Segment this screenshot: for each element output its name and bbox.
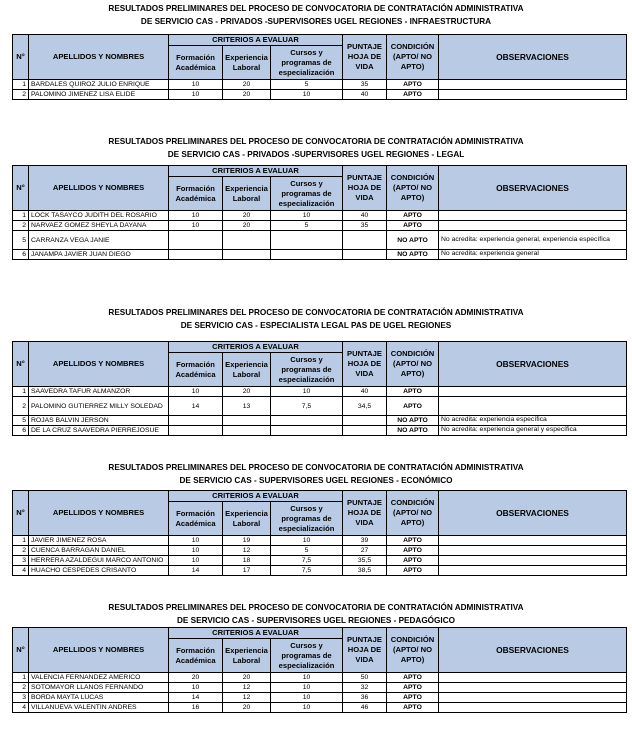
score-total: 46	[343, 703, 387, 713]
score-formacion: 10	[169, 387, 223, 397]
section-title-line-2: DE SERVICIO CAS - ESPECIALISTA LEGAL PAS DE UGEL REGIONES	[180, 321, 452, 330]
header-line: Experiencia	[225, 183, 268, 193]
observation-cell	[439, 221, 627, 231]
header-formacion	[169, 177, 223, 211]
score-formacion: 14	[169, 397, 223, 416]
header-formacion	[169, 353, 223, 387]
applicant-name: VILLANUEVA VALENTIN ANDRES	[29, 703, 169, 713]
score-experiencia: 20	[223, 221, 271, 231]
row-number: 6	[13, 250, 29, 260]
score-total	[343, 426, 387, 436]
header-number: N°	[13, 342, 29, 387]
section-title	[0, 306, 632, 332]
header-line: CONDICIÓN	[390, 498, 435, 507]
table-row	[13, 703, 627, 713]
results-table	[12, 34, 627, 100]
score-cursos: 5	[271, 80, 343, 90]
applicant-name: ROJAS BALVIN JERSON	[29, 416, 169, 426]
header-experiencia	[223, 502, 271, 536]
header-criteria: CRITERIOS A EVALUAR	[169, 342, 343, 353]
section-title-line-1: RESULTADOS PRELIMINARES DEL PROCESO DE CONVOCATORIA DE CONTRATACIÓN ADMINISTRATIVA	[108, 4, 524, 13]
score-cursos: 7,5	[271, 397, 343, 416]
score-experiencia	[223, 231, 271, 250]
header-line: Laboral	[232, 62, 261, 72]
condition-cell: APTO	[387, 211, 439, 221]
row-number: 1	[13, 536, 29, 546]
row-number: 3	[13, 556, 29, 566]
header-line: especialización	[278, 67, 335, 77]
score-cursos: 10	[271, 693, 343, 703]
score-formacion: 20	[169, 673, 223, 683]
score-cursos	[271, 426, 343, 436]
header-cursos	[271, 353, 343, 387]
score-total: 35	[343, 80, 387, 90]
header-criteria: CRITERIOS A EVALUAR	[169, 166, 343, 177]
condition-cell: NO APTO	[387, 231, 439, 250]
condition-cell: NO APTO	[387, 426, 439, 436]
condition-cell: APTO	[387, 546, 439, 556]
table-row	[13, 90, 627, 100]
score-cursos: 10	[271, 387, 343, 397]
row-number: 1	[13, 211, 29, 221]
header-line: Experiencia	[225, 52, 268, 62]
header-line: (APTO/ NO	[392, 52, 433, 61]
header-line: programas de	[281, 650, 332, 660]
header-line: Formación	[176, 645, 215, 655]
score-formacion: 10	[169, 683, 223, 693]
header-line: VIDA	[355, 193, 374, 202]
observation-cell	[439, 397, 627, 416]
header-line: CONDICIÓN	[390, 349, 435, 358]
header-line: PUNTAJE	[347, 42, 382, 51]
applicant-name: JANAMPA JAVIER JUAN DIEGO	[29, 250, 169, 260]
header-condition	[387, 628, 439, 673]
applicant-name: PALOMINO JIMENEZ LISA ELIDE	[29, 90, 169, 100]
header-line: Cursos y	[290, 178, 323, 188]
applicant-name: SAAVEDRA TAFUR ALMANZOR	[29, 387, 169, 397]
header-names: APELLIDOS Y NOMBRES	[29, 491, 169, 536]
header-names: APELLIDOS Y NOMBRES	[29, 628, 169, 673]
score-cursos: 10	[271, 211, 343, 221]
header-line: Cursos y	[290, 503, 323, 513]
header-line: Laboral	[232, 518, 261, 528]
header-names: APELLIDOS Y NOMBRES	[29, 342, 169, 387]
condition-cell: APTO	[387, 536, 439, 546]
row-number: 1	[13, 80, 29, 90]
condition-cell: APTO	[387, 90, 439, 100]
header-line: VIDA	[355, 62, 374, 71]
score-experiencia: 20	[223, 387, 271, 397]
score-cursos	[271, 250, 343, 260]
score-experiencia: 20	[223, 703, 271, 713]
score-cursos	[271, 416, 343, 426]
table-row	[13, 426, 627, 436]
score-experiencia: 17	[223, 566, 271, 576]
header-line: Cursos y	[290, 47, 323, 57]
header-observations: OBSERVACIONES	[439, 35, 627, 80]
score-total: 38,5	[343, 566, 387, 576]
observation-cell	[439, 556, 627, 566]
condition-cell: APTO	[387, 566, 439, 576]
header-names: APELLIDOS Y NOMBRES	[29, 35, 169, 80]
score-total: 35	[343, 221, 387, 231]
section-title	[0, 601, 632, 627]
score-experiencia: 20	[223, 211, 271, 221]
applicant-name: NARVAEZ GOMEZ SHEYLA DAYANA	[29, 221, 169, 231]
score-experiencia: 12	[223, 693, 271, 703]
applicant-name: SOTOMAYOR LLANOS FERNANDO	[29, 683, 169, 693]
table-row	[13, 387, 627, 397]
row-number: 2	[13, 221, 29, 231]
score-formacion	[169, 250, 223, 260]
header-line: especialización	[278, 523, 335, 533]
results-table	[12, 627, 627, 713]
header-line: Académica	[175, 193, 216, 203]
score-total: 27	[343, 546, 387, 556]
score-total: 40	[343, 90, 387, 100]
table-row	[13, 250, 627, 260]
condition-cell: APTO	[387, 556, 439, 566]
observation-cell	[439, 673, 627, 683]
header-line: HOJA DE	[347, 359, 382, 368]
header-condition	[387, 166, 439, 211]
score-experiencia: 12	[223, 546, 271, 556]
score-experiencia	[223, 416, 271, 426]
header-line: VIDA	[355, 369, 374, 378]
score-formacion: 10	[169, 556, 223, 566]
header-line: Laboral	[232, 369, 261, 379]
table-row	[13, 673, 627, 683]
header-line: programas de	[281, 364, 332, 374]
section-title-line-2: DE SERVICIO CAS - SUPERVISORES UGEL REGIONES - ECONÓMICO	[179, 476, 453, 485]
score-formacion	[169, 416, 223, 426]
table-row	[13, 693, 627, 703]
header-line: (APTO/ NO	[392, 359, 433, 368]
table-row	[13, 211, 627, 221]
header-number: N°	[13, 628, 29, 673]
applicant-name: HUACHO CESPEDES CRISANTO	[29, 566, 169, 576]
score-experiencia	[223, 426, 271, 436]
score-experiencia: 18	[223, 556, 271, 566]
header-line: Formación	[176, 183, 215, 193]
applicant-name: PALOMINO GUTIERREZ MILLY SOLEDAD	[29, 397, 169, 416]
applicant-name: DE LA CRUZ SAAVEDRA PIERREJOSUE	[29, 426, 169, 436]
score-cursos: 10	[271, 90, 343, 100]
score-formacion: 14	[169, 566, 223, 576]
header-line: HOJA DE	[347, 508, 382, 517]
header-line: Experiencia	[225, 508, 268, 518]
header-line: programas de	[281, 188, 332, 198]
condition-cell: APTO	[387, 683, 439, 693]
header-line: Académica	[175, 62, 216, 72]
header-score	[343, 342, 387, 387]
observation-cell	[439, 90, 627, 100]
condition-cell: APTO	[387, 693, 439, 703]
score-formacion: 16	[169, 703, 223, 713]
section-title-line-1: RESULTADOS PRELIMINARES DEL PROCESO DE CONVOCATORIA DE CONTRATACIÓN ADMINISTRATIVA	[108, 308, 524, 317]
score-total: 40	[343, 211, 387, 221]
header-cursos	[271, 46, 343, 80]
observation-cell: No acredita: experiencia general y específica	[439, 426, 627, 436]
header-formacion	[169, 46, 223, 80]
header-experiencia	[223, 639, 271, 673]
section-title-line-1: RESULTADOS PRELIMINARES DEL PROCESO DE CONVOCATORIA DE CONTRATACIÓN ADMINISTRATIVA	[108, 603, 524, 612]
header-line: VIDA	[355, 655, 374, 664]
header-line: (APTO/ NO	[392, 183, 433, 192]
condition-cell: APTO	[387, 397, 439, 416]
header-line: PUNTAJE	[347, 498, 382, 507]
row-number: 5	[13, 231, 29, 250]
header-criteria: CRITERIOS A EVALUAR	[169, 35, 343, 46]
header-number: N°	[13, 166, 29, 211]
score-experiencia: 19	[223, 536, 271, 546]
header-line: VIDA	[355, 518, 374, 527]
header-cursos	[271, 639, 343, 673]
header-criteria: CRITERIOS A EVALUAR	[169, 628, 343, 639]
header-experiencia	[223, 177, 271, 211]
header-line: APTO)	[400, 518, 425, 527]
table-row	[13, 80, 627, 90]
header-criteria: CRITERIOS A EVALUAR	[169, 491, 343, 502]
header-line: HOJA DE	[347, 183, 382, 192]
score-total: 32	[343, 683, 387, 693]
header-line: especialización	[278, 198, 335, 208]
score-experiencia: 20	[223, 90, 271, 100]
score-total: 39	[343, 536, 387, 546]
section-title-line-2: DE SERVICIO CAS - PRIVADOS -SUPERVISORES UGEL REGIONES - INFRAESTRUCTURA	[140, 17, 492, 26]
condition-cell: APTO	[387, 703, 439, 713]
row-number: 2	[13, 397, 29, 416]
condition-cell: APTO	[387, 80, 439, 90]
results-table	[12, 490, 627, 576]
header-condition	[387, 35, 439, 80]
header-line: HOJA DE	[347, 52, 382, 61]
score-formacion	[169, 231, 223, 250]
score-total: 36	[343, 693, 387, 703]
table-row	[13, 221, 627, 231]
score-formacion: 10	[169, 546, 223, 556]
score-total: 35,5	[343, 556, 387, 566]
header-line: APTO)	[400, 193, 425, 202]
header-condition	[387, 491, 439, 536]
observation-cell	[439, 546, 627, 556]
header-line: Experiencia	[225, 359, 268, 369]
header-score	[343, 35, 387, 80]
score-cursos	[271, 231, 343, 250]
section-title	[0, 2, 632, 28]
header-condition	[387, 342, 439, 387]
header-cursos	[271, 177, 343, 211]
header-line: Formación	[176, 508, 215, 518]
header-observations: OBSERVACIONES	[439, 166, 627, 211]
observation-cell: No acredita: experiencia específica	[439, 416, 627, 426]
score-total	[343, 231, 387, 250]
applicant-name: VALENCIA FERNANDEZ AMERICO	[29, 673, 169, 683]
observation-cell	[439, 211, 627, 221]
observation-cell	[439, 683, 627, 693]
applicant-name: BARDALES QUIROZ JULIO ENRIQUE	[29, 80, 169, 90]
condition-cell: APTO	[387, 221, 439, 231]
header-line: Formación	[176, 52, 215, 62]
score-experiencia: 12	[223, 683, 271, 693]
condition-cell: NO APTO	[387, 250, 439, 260]
score-total	[343, 416, 387, 426]
header-line: especialización	[278, 660, 335, 670]
header-line: Laboral	[232, 193, 261, 203]
row-number: 4	[13, 703, 29, 713]
header-line: Académica	[175, 369, 216, 379]
observation-cell	[439, 703, 627, 713]
row-number: 2	[13, 683, 29, 693]
header-line: CONDICIÓN	[390, 42, 435, 51]
table-row	[13, 231, 627, 250]
score-cursos: 10	[271, 673, 343, 683]
header-line: PUNTAJE	[347, 173, 382, 182]
applicant-name: CARRANZA VEGA JANIE	[29, 231, 169, 250]
header-line: especialización	[278, 374, 335, 384]
header-score	[343, 628, 387, 673]
score-cursos: 10	[271, 683, 343, 693]
score-total: 40	[343, 387, 387, 397]
table-row	[13, 416, 627, 426]
applicant-name: BORDA MAYTA LUCAS	[29, 693, 169, 703]
header-line: APTO)	[400, 655, 425, 664]
score-total	[343, 250, 387, 260]
header-line: Cursos y	[290, 354, 323, 364]
applicant-name: CUENCA BARRAGAN DANIEL	[29, 546, 169, 556]
score-experiencia: 13	[223, 397, 271, 416]
applicant-name: LOCK TASAYCO JUDITH DEL ROSARIO	[29, 211, 169, 221]
results-table	[12, 341, 627, 436]
section-title-line-1: RESULTADOS PRELIMINARES DEL PROCESO DE CONVOCATORIA DE CONTRATACIÓN ADMINISTRATIVA	[108, 463, 524, 472]
header-line: APTO)	[400, 62, 425, 71]
observation-cell: No acredita: experiencia general	[439, 250, 627, 260]
score-formacion	[169, 426, 223, 436]
header-score	[343, 166, 387, 211]
row-number: 2	[13, 90, 29, 100]
header-line: (APTO/ NO	[392, 508, 433, 517]
section-title-line-2: DE SERVICIO CAS - SUPERVISORES UGEL REGIONES - PEDAGÓGICO	[177, 616, 455, 625]
observation-cell	[439, 387, 627, 397]
observation-cell	[439, 536, 627, 546]
condition-cell: APTO	[387, 673, 439, 683]
row-number: 4	[13, 566, 29, 576]
header-line: (APTO/ NO	[392, 645, 433, 654]
score-formacion: 10	[169, 536, 223, 546]
score-cursos: 5	[271, 221, 343, 231]
section-title-line-1: RESULTADOS PRELIMINARES DEL PROCESO DE CONVOCATORIA DE CONTRATACIÓN ADMINISTRATIVA	[108, 137, 524, 146]
header-line: PUNTAJE	[347, 635, 382, 644]
header-line: APTO)	[400, 369, 425, 378]
table-row	[13, 556, 627, 566]
observation-cell	[439, 80, 627, 90]
score-experiencia: 20	[223, 80, 271, 90]
observation-cell: No acredita: experiencia general, experiencia específica	[439, 231, 627, 250]
score-cursos: 5	[271, 546, 343, 556]
score-formacion: 10	[169, 80, 223, 90]
condition-cell: APTO	[387, 387, 439, 397]
results-table	[12, 165, 627, 260]
section-title	[0, 461, 632, 487]
applicant-name: JAVIER JIMENEZ ROSA	[29, 536, 169, 546]
header-formacion	[169, 639, 223, 673]
score-cursos: 10	[271, 703, 343, 713]
header-line: Laboral	[232, 655, 261, 665]
header-names: APELLIDOS Y NOMBRES	[29, 166, 169, 211]
header-observations: OBSERVACIONES	[439, 342, 627, 387]
table-row	[13, 566, 627, 576]
header-formacion	[169, 502, 223, 536]
header-line: programas de	[281, 57, 332, 67]
score-total: 34,5	[343, 397, 387, 416]
header-number: N°	[13, 491, 29, 536]
score-cursos: 10	[271, 536, 343, 546]
row-number: 1	[13, 387, 29, 397]
header-observations: OBSERVACIONES	[439, 491, 627, 536]
applicant-name: HERRERA AZALDEGUI MARCO ANTONIO	[29, 556, 169, 566]
header-line: Experiencia	[225, 645, 268, 655]
score-experiencia	[223, 250, 271, 260]
header-cursos	[271, 502, 343, 536]
header-line: PUNTAJE	[347, 349, 382, 358]
score-total: 50	[343, 673, 387, 683]
score-formacion: 14	[169, 693, 223, 703]
row-number: 3	[13, 693, 29, 703]
header-line: CONDICIÓN	[390, 173, 435, 182]
observation-cell	[439, 693, 627, 703]
table-row	[13, 536, 627, 546]
header-number: N°	[13, 35, 29, 80]
table-row	[13, 397, 627, 416]
header-line: CONDICIÓN	[390, 635, 435, 644]
row-number: 2	[13, 546, 29, 556]
header-line: Académica	[175, 655, 216, 665]
row-number: 1	[13, 673, 29, 683]
header-line: programas de	[281, 513, 332, 523]
score-experiencia: 20	[223, 673, 271, 683]
score-cursos: 7,5	[271, 556, 343, 566]
header-line: HOJA DE	[347, 645, 382, 654]
score-cursos: 7,5	[271, 566, 343, 576]
table-row	[13, 683, 627, 693]
section-title-line-2: DE SERVICIO CAS - PRIVADOS -SUPERVISORES UGEL REGIONES - LEGAL	[167, 150, 465, 159]
header-line: Cursos y	[290, 640, 323, 650]
header-score	[343, 491, 387, 536]
header-observations: OBSERVACIONES	[439, 628, 627, 673]
score-formacion: 10	[169, 221, 223, 231]
row-number: 6	[13, 426, 29, 436]
header-line: Formación	[176, 359, 215, 369]
section-title	[0, 135, 632, 161]
score-formacion: 10	[169, 90, 223, 100]
header-experiencia	[223, 353, 271, 387]
row-number: 5	[13, 416, 29, 426]
observation-cell	[439, 566, 627, 576]
score-formacion: 10	[169, 211, 223, 221]
header-experiencia	[223, 46, 271, 80]
table-row	[13, 546, 627, 556]
condition-cell: NO APTO	[387, 416, 439, 426]
header-line: Académica	[175, 518, 216, 528]
